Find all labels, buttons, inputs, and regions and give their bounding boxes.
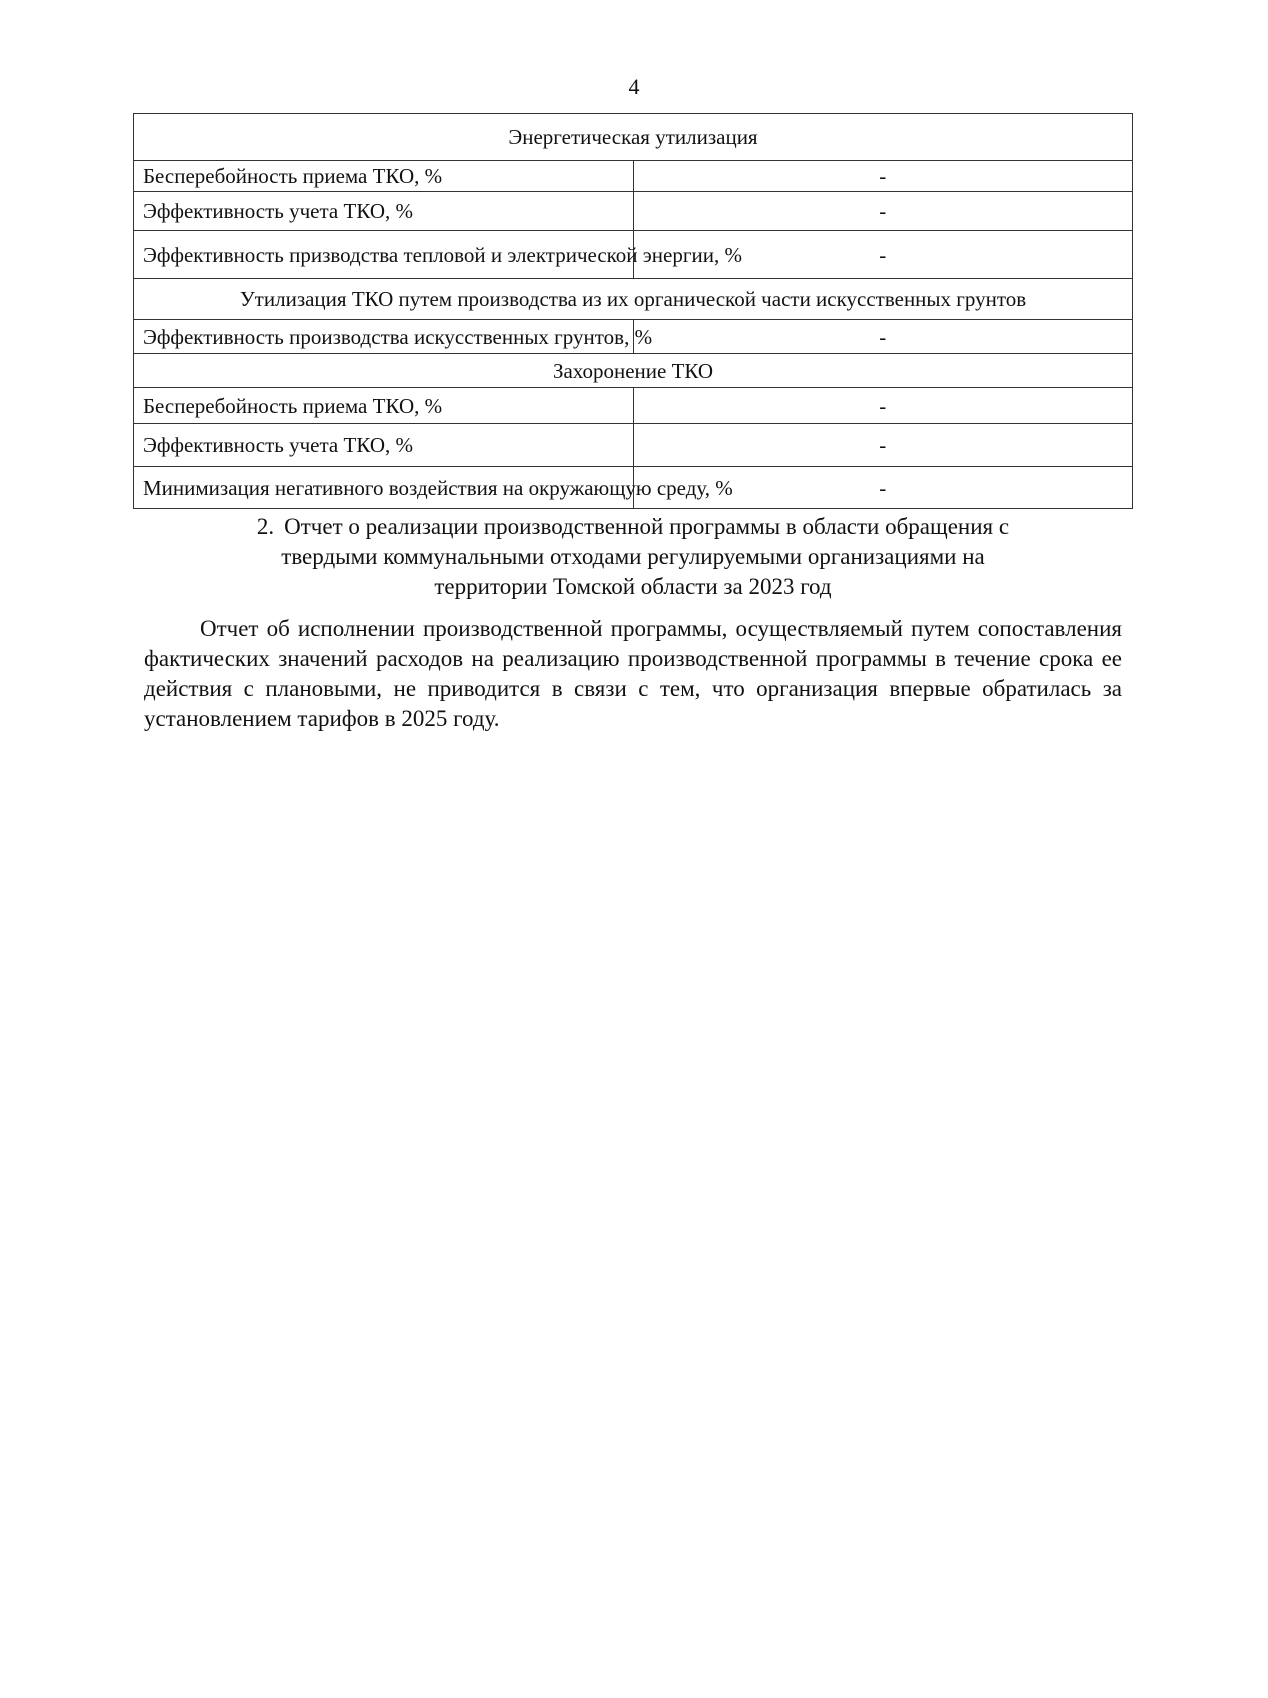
indicator-name: Эффективность производства искусственных грунтов, %: [134, 320, 634, 354]
table-row: [134, 388, 1133, 424]
indicator-name: Бесперебойность приема ТКО, %: [134, 388, 634, 424]
table-section-row: [134, 114, 1133, 161]
table-row: [134, 424, 1133, 467]
page-number: 4: [628, 74, 640, 99]
table-row: [134, 161, 1133, 192]
report-paragraph: Отчет об исполнении производственной программы, осуществляемый путем сопоставления фактических значений расходов на реализацию производственной программы в течение срока ее действия с плановыми, не приводится в связи с тем, что организация впервые обратилась за установлением тарифов в 2025 году.: [144, 616, 1122, 731]
section-title: Захоронение ТКО: [134, 354, 1133, 388]
indicators-table-body: [134, 114, 1133, 509]
indicator-name: Эффективность учета ТКО, %: [134, 192, 634, 231]
section-2-heading-line-1: [133, 512, 1133, 542]
indicator-value: -: [633, 388, 1133, 424]
indicator-value: -: [633, 192, 1133, 231]
table-row: [134, 320, 1133, 354]
table-row: [134, 192, 1133, 231]
indicator-value: -: [633, 320, 1133, 354]
indicator-name: Бесперебойность приема ТКО, %: [134, 161, 634, 192]
section-2-heading-line-2: твердыми коммунальными отходами регулируемыми организациями на: [281, 544, 985, 569]
table-row: [134, 231, 1133, 279]
section-2-number: 2.: [256, 514, 275, 539]
section-2-heading-line-3: территории Томской области за 2023 год: [434, 574, 832, 599]
section-title: Утилизация ТКО путем производства из их органической части искусственных грунтов: [134, 279, 1133, 320]
section-2-heading: [133, 512, 1133, 602]
indicator-value: -: [633, 467, 1133, 509]
table-section-row: [134, 279, 1133, 320]
table-section-row: [134, 354, 1133, 388]
indicator-value: -: [633, 231, 1133, 279]
section-title: Энергетическая утилизация: [134, 114, 1133, 161]
table-row: [134, 467, 1133, 509]
indicator-name: Эффективность призводства тепловой и электрической энергии, %: [134, 231, 634, 279]
indicator-value: -: [633, 424, 1133, 467]
indicator-value: -: [633, 161, 1133, 192]
section-2-heading-line-1-text: Отчет о реализации производственной программы в области обращения с: [284, 514, 1010, 539]
indicators-table: [133, 113, 1133, 509]
indicator-name: Минимизация негативного воздействия на окружающую среду, %: [134, 467, 634, 509]
indicator-name: Эффективность учета ТКО, %: [134, 424, 634, 467]
